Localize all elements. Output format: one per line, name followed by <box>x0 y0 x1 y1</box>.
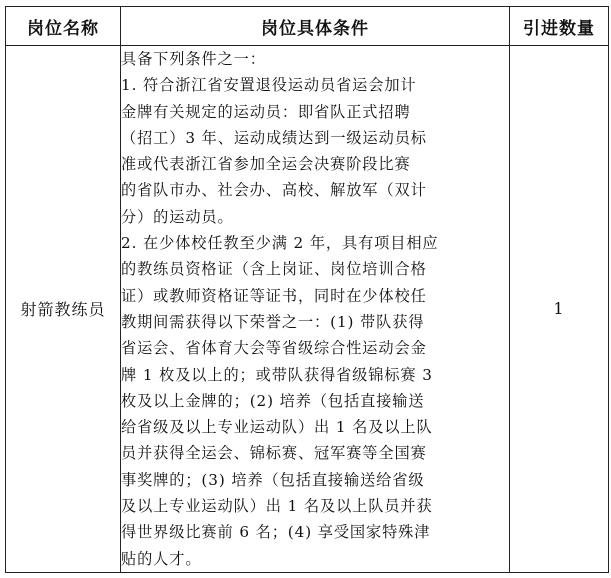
condition-line: 分）的运动员。 <box>121 207 234 226</box>
condition-line: 牌 1 枚及以上的；或带队获得省级锦标赛 3 <box>121 365 433 384</box>
count-cell: 1 <box>510 46 609 573</box>
condition-line: 具备下列条件之一： <box>121 50 266 68</box>
condition-line: 给省级及以上专业运动队）出 1 名及以上队 <box>121 418 433 437</box>
header-count: 引进数量 <box>510 7 609 46</box>
condition-line: 准或代表浙江省参加全运会决赛阶段比赛 <box>121 155 411 174</box>
condition-line: 证）或教师资格证等证书，同时在少体校任 <box>121 286 427 305</box>
condition-line: （招工）3 年、运动成绩达到一级运动员标 <box>121 128 427 147</box>
condition-line: 得世界级比赛前 6 名；(4) 享受国家特殊津 <box>121 523 431 542</box>
condition-line: 事奖牌的；(3) 培养（包括直接输送给省级 <box>121 470 425 489</box>
condition-line: 教期间需获得以下荣誉之一：(1) 带队获得 <box>121 312 425 331</box>
header-conditions: 岗位具体条件 <box>121 7 510 46</box>
position-name-cell: 射箭教练员 <box>6 46 121 573</box>
condition-line: 员并获得全运会、锦标赛、冠军赛等全国赛 <box>121 444 427 463</box>
condition-line: 的省队市办、社会办、高校、解放军（双计 <box>121 181 427 200</box>
condition-line: 枚及以上金牌的；(2) 培养（包括直接输送 <box>121 391 425 410</box>
position-requirements-table <box>5 6 609 573</box>
condition-line: 金牌有关规定的运动员：即省队正式招聘 <box>121 102 411 121</box>
table-header-row <box>6 7 609 46</box>
header-position-name: 岗位名称 <box>6 7 121 46</box>
condition-line: 1. 符合浙江省安置退役运动员省运会加计 <box>121 76 417 95</box>
condition-line: 贴的人才。 <box>121 549 202 568</box>
condition-line: 的教练员资格证（含上岗证、岗位培训合格 <box>121 260 427 279</box>
condition-line: 省运会、省体育大会等省级综合性运动会金 <box>121 339 427 358</box>
table-row <box>6 46 609 573</box>
conditions-cell <box>121 46 510 573</box>
condition-line: 2. 在少体校任教至少满 2 年，具有项目相应 <box>121 234 439 253</box>
condition-line: 及以上专业运动队）出 1 名及以上队员并获 <box>121 497 433 516</box>
